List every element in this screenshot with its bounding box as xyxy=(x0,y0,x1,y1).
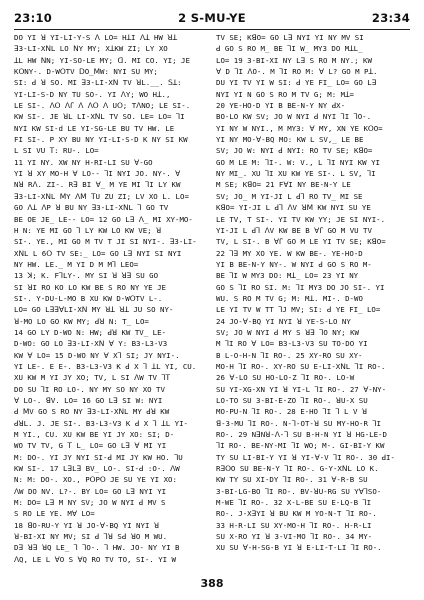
text-line: ꓯ D ꓶI ꓥO-. M ꓶI RO M: ꓯ L? GO M Pꓕ. xyxy=(216,67,378,77)
text-line: MO-H ꓶI RO-. XY-RO SU E-LI-XꓠL ꓶI RO-. xyxy=(216,361,386,371)
text-line: KꓭO= YI-JI L ꓒꓶ ꓥV ꓤꓟ KW NYI SU YE xyxy=(216,203,371,213)
text-line: KꓳNY-. D-WꓳTV ꓓO_ꓟW: NYI SU MY; xyxy=(14,67,158,77)
text-line: ꓒ ꓟV GO S RO NY ꓱ3-LI-XꓠL MY ꓒꓤ KW xyxy=(14,407,170,417)
text-line: Nꓤ Rꓥ. ZI-. Rꓱ BI ꓯ_ M YE MI ꓶI LY KW xyxy=(14,180,181,190)
text-line: YI NY W NYI., M MY3: ꓯ MY, XN YE KꓳO= xyxy=(216,123,383,133)
header-rule xyxy=(14,29,410,30)
text-line: 11 YI NY. XW NY H-RI-LI SU ꓯ-GO xyxy=(14,157,153,167)
text-line: YI-JI L ꓒꓶ ꓥV KW BE B ꓯꓩ GO M VU TV xyxy=(216,225,372,235)
text-line: Dꓱ ꓤꓱ ꓤQ LE_ ꓶ ꓶO-. ꓶ HW. JO- NY YI B xyxy=(14,543,180,553)
header-right-reference: 23:34 xyxy=(371,11,410,25)
text-line: ꓥQ, LE L ꓯO S ꓯQ RO TV TO, SI-. YI W xyxy=(14,554,177,564)
text-line: ꓭ-3-MU ꓶI RO-. N-ꓶ-OT-ꓤ SU MY-HO-R ꓶI xyxy=(216,418,381,428)
text-line: ꓒꓤL. J. JE SI-. B3-L3-V3 K ꓒ X ꓶ ꓕL YI- xyxy=(14,418,188,428)
text-line: SI-. Y-DU-L-MO B XU KW D-WꓳTV L-. xyxy=(14,293,163,303)
text-line: ꓱ3-LI-XꓠL ꓟY ꓥꓟ ꓔU ZU ZI; LV XO L. LO= xyxy=(14,191,189,201)
text-line: NYI KW SI-d LE YI-SG-LE BU TV HW. LE xyxy=(14,123,175,133)
text-line: KW ꓯ LO= 15 D-WO NY ꓯ Xꓶ SI; JY NYI-. xyxy=(14,350,180,360)
text-line: GO M LE M: ꓶI-. W: V., L ꓶI NYI KW YI xyxy=(216,157,380,167)
text-line: LO= 19 3-BI-XI NY Lꓱ S RO M NY.; KW xyxy=(216,55,372,65)
text-line: H N: YE MI GO ꓶ LY KW LO KW VE; ꓤ xyxy=(14,225,162,235)
text-line: 26 ꓯ-LO SU HO-LO-Z ꓶI RO-. LO-W xyxy=(216,373,355,383)
text-line: ꓯ LO-. ꓭV. LO= 16 GO Lꓱ SI W: NYI xyxy=(14,396,163,405)
text-line: M YI., CU. XU KW BE YI JY XO: SI; D- xyxy=(14,430,175,440)
header-book-title: 2 S-MU-YE xyxy=(178,11,246,25)
text-line: 3-BI-LG-BO ꓶI RO-. BV-ꓤU-RG SU YꓯꓶSO- xyxy=(216,486,382,496)
text-line: BE OE JE_ LE-- LO= 12 GO Lꓱ ꓥ_ MI XY-MO- xyxy=(14,214,193,224)
text-line: M-WE ꓶI RO-. 32 X-L-BE SU E-LQ-B ꓶI xyxy=(216,498,372,508)
text-line: RO-. 29 NꓱNꓤ-ꓥ-ꓶ SU B-H-N YI ꓤ HG-LE-D xyxy=(216,430,387,440)
text-line: SV; JO W NYI ꓒ MY S ꓤꓱ ꓶO NY; KW xyxy=(216,327,359,337)
text-line: ꓶI RO-. BE-NY-MI ꓶI WO; M-. GI-BI-Y KW xyxy=(216,441,385,451)
text-line: YI ꓤ XY MO-H ꓯ LO-- ꓶI NYI JO. NY-. ꓯ xyxy=(14,169,181,179)
text-line: KW TY SU XI-DY ꓶI RO-. 31 ꓯ-R-B SU xyxy=(216,475,368,485)
text-line: 33 H-R-LI SU XY-MO-H ꓶI RO-. H-R-LI xyxy=(216,520,372,530)
text-line: SV; JO_ M YI-JI L ꓒꓶ RO TV_ MI SE xyxy=(216,191,363,201)
text-line: SU YI-XG-XN YI ꓤ YI-L ꓶI RO-. 27 ꓯ-NY- xyxy=(216,384,387,394)
text-line: SU X-RO YI ꓤ 3-VI-MO ꓶI RO-. 34 MY- xyxy=(216,532,373,542)
right-column xyxy=(216,32,410,572)
text-line: LO-TO SU 3-BI-E-ZO ꓶI RO-. ꓤU-X SU xyxy=(216,396,368,405)
text-line: 18 ꓭO-RU-Y YI ꓤ JO-ꓯ-BQ YI NYI ꓤ xyxy=(14,520,159,530)
text-line: NY MI_. XU ꓶI XU KW YE SI-. L SV, ꓶI xyxy=(216,169,376,179)
text-line: 14 GO LY D-WO N: HW; ꓒꓤ KW TV_ LE- xyxy=(14,327,166,337)
text-line: KW SI-. JE ꓤL LI-XꓠL TV SO. LE= LO= ꓶI xyxy=(14,112,185,122)
text-line: 24 JO-ꓯ-BQ YI NYI ꓤ YE-S-LO NY xyxy=(216,316,351,326)
text-line: XU SU ꓯ-H-SG-B YI ꓤ E-LI-T-LI ꓶI RO-. xyxy=(216,543,382,553)
text-line: ꓱ3-LI-XꓠL LO ꓠY MY; XꓕKW ZI; LY XO xyxy=(14,44,168,54)
text-line: YI B BE-N-Y NY-. W NYI ꓒ GO S RO M- xyxy=(216,259,372,269)
text-line: LE SI-. ꓥꓳ ꓥꓩ ꓥ ꓥꓳ ꓥ Uꓳ; TꓥNO; LE SI-. xyxy=(14,101,191,111)
text-line: DU YI TV YI W SI: ꓒ YE FI_ LO= GO Lꓱ xyxy=(216,78,377,88)
page-number: 388 xyxy=(200,577,224,590)
header-left-reference: 23:10 xyxy=(14,11,53,25)
page-header xyxy=(14,8,410,28)
text-line: M SE; KꓭO= 21 FꓯI NY BE-N-Y LE xyxy=(216,180,351,190)
text-line: D-WO: GO LO ꓱ3-LI-Xꓠ ꓯ Y: B3-L3-V3 xyxy=(14,339,168,349)
text-line: SI ꓤI RO KO LO KW BE S RO NY YE JE xyxy=(14,282,166,292)
text-line: KW SI-. 17 LꓱLꓱ BV_ LO-. SI-ꓒ :O-. ꓥW xyxy=(14,464,180,474)
text-line: TV SE; KꓭO= GO Lꓱ NYI YI NY MV SI xyxy=(216,33,364,42)
text-line: ꓤ-BI-XI NY MV; SI ꓒ ꓶꓤ Sꓒ ꓤO M WU. xyxy=(14,532,168,542)
text-line: L SI VU ꓔ: RU-. LO= xyxy=(14,146,99,156)
text-line: ꓒ GO S RO M_ BE ꓶI W_ MY3 DO MꓕL_ xyxy=(216,44,363,54)
text-line: LE TV, T SI-. YI TV KW YY; JE SI NYI-. xyxy=(216,214,386,224)
text-line: GO S ꓶI RO SI. M: ꓶI MY3 DO JO SI-. YI xyxy=(216,282,385,292)
text-line: LO= GO LꓱꓱꓯLI-Xꓠ MY ꓤꓕ ꓤꓕ JU SO NY- xyxy=(14,305,174,315)
text-line: 20 YE-HO-D YI B BE-N-Y NY ꓒX- xyxy=(216,101,346,111)
text-line: ꓥW DO NV. L?-. BY LO= GO Lꓱ NYI YI xyxy=(14,486,167,496)
left-column xyxy=(14,32,208,572)
text-line: BO-LO KW SV; JO W NYI ꓒ NYI ꓶI ꓶO-. xyxy=(216,112,372,122)
text-line: NYI YI N GO S RO M TV G; M: Mꓕ= xyxy=(216,89,355,99)
text-line: TV, L SI-. B ꓯꓩ GO M LE YI TV SE; KꓭO= xyxy=(216,237,386,247)
text-line: XꓠL L 6ꓳ TV SE:_ LO= GO Lꓱ NYI SI NYI xyxy=(14,248,182,258)
text-line: 22 ꓶꓱ MY XO YE. W KW BE-. YE-HO-D xyxy=(216,248,363,258)
text-line: YI LE-. E E-. B3-L3-V3 K ꓒ X ꓶ ꓕL YI, CU. xyxy=(14,361,197,371)
text-line: S RO LE YE. Mꓯ LO= xyxy=(14,509,95,519)
text-line: FI SI-. P XY BU NY YI-LI-S-D K NY SI KW xyxy=(14,135,188,145)
text-line: SV; JO W: NYI ꓒ NYI: RO TV SE; KꓭO= xyxy=(216,146,373,156)
text-line: NY HW. LE._ M YI D M Mꓶ LEO= xyxy=(14,259,139,269)
text-line: BE ꓶI W MY3 DO: Mꓕ_ LO= 23 YI NY xyxy=(216,271,359,281)
text-line: LE YI TV W TT ꓶJ MV; SI: ꓒ YE FI_ LO= xyxy=(216,305,381,315)
text-line: TY SU LI-BI-Y YI ꓤ YI-ꓯ-V ꓶI RO-. 30 ꓒI- xyxy=(216,452,395,462)
text-line: MO-PU-N ꓶI RO-. 28 E-HO ꓶI ꓶ L V ꓤ xyxy=(216,407,367,417)
text-line: XU KW M YI JY XO; TV, L SI ꓥW TV ꓶꓔ xyxy=(14,373,171,383)
text-line: GO ꓥꓕ ꓥP ꓤ BU NY ꓱ3-LI-XꓠL ꓶ GO TV xyxy=(14,203,169,213)
text-line: WO TV TV, G ꓔ L_ LO= GO Lꓱ ꓯ MI YI xyxy=(14,441,167,451)
text-line: N: M: DO-. XO., PꓳPꓳ JE SU YE YI XO: xyxy=(14,475,177,485)
text-line: RO-. J-XꓱYI ꓤ BU KW M YO-N-T ꓶI RO-. xyxy=(216,509,377,519)
text-line: ꓤ-MO LO GO KW MY; ꓒꓤ N: T_ LO= xyxy=(14,316,149,326)
text-line: 13 ꓘ; K. FꓶLY-. MY SI ꓤ ꓤꓱ SU GO xyxy=(14,271,159,281)
text-line: M: DO-. YI JY NYI SI-ꓒ MI JY KW HO. ꓶU xyxy=(14,452,183,462)
text-line: DO SU ꓶI RO LO-. NY MY SO NY XO TV xyxy=(14,384,165,394)
text-line: SI-. YE., MI GO M TV T JI SI NYI-. ꓱ3-LI- xyxy=(14,237,197,247)
text-line: RꓱꓳO SU BE-N-Y ꓶI RO-. G-Y-XꓠL LO K. xyxy=(216,464,379,474)
text-line: M ꓶI RO ꓯ LO= B3-L3-V3 SU TO-DO YI xyxy=(216,339,368,349)
text-line: M: DO= Lꓱ M NY SV; JO W NYI ꓒ MV S xyxy=(14,498,166,508)
text-line: SI: ꓒ ꓤ SO. MI ꓱ3-LI-Xꓠ TV ꓤL.__. ꓢꓕ: xyxy=(14,78,182,88)
text-line: YI-LI-S-D NY TU SO-. YI ꓥY; WO Hꓕ., xyxy=(14,89,171,99)
text-line: YI NY MO-ꓯ-BQ MO: KW L SV,_ LE BE xyxy=(216,135,364,145)
text-columns xyxy=(14,32,410,572)
text-line: WU. S RO M TV G; M: Mꓕ. MI-. D-WO xyxy=(216,293,363,303)
text-line: DO YI ꓤ YI-LI-Y-S ꓥ LO= HꓕI ꓥꓕ HW ꓤꓕ xyxy=(14,33,177,42)
text-line: B L-O-H-N ꓶI RO-. 25 XY-RO SU XY- xyxy=(216,350,363,360)
text-line: ꓕL HW ꓠN; YI-SO-LE MY; ꓷ. MI CO. YI; JE xyxy=(14,55,190,65)
